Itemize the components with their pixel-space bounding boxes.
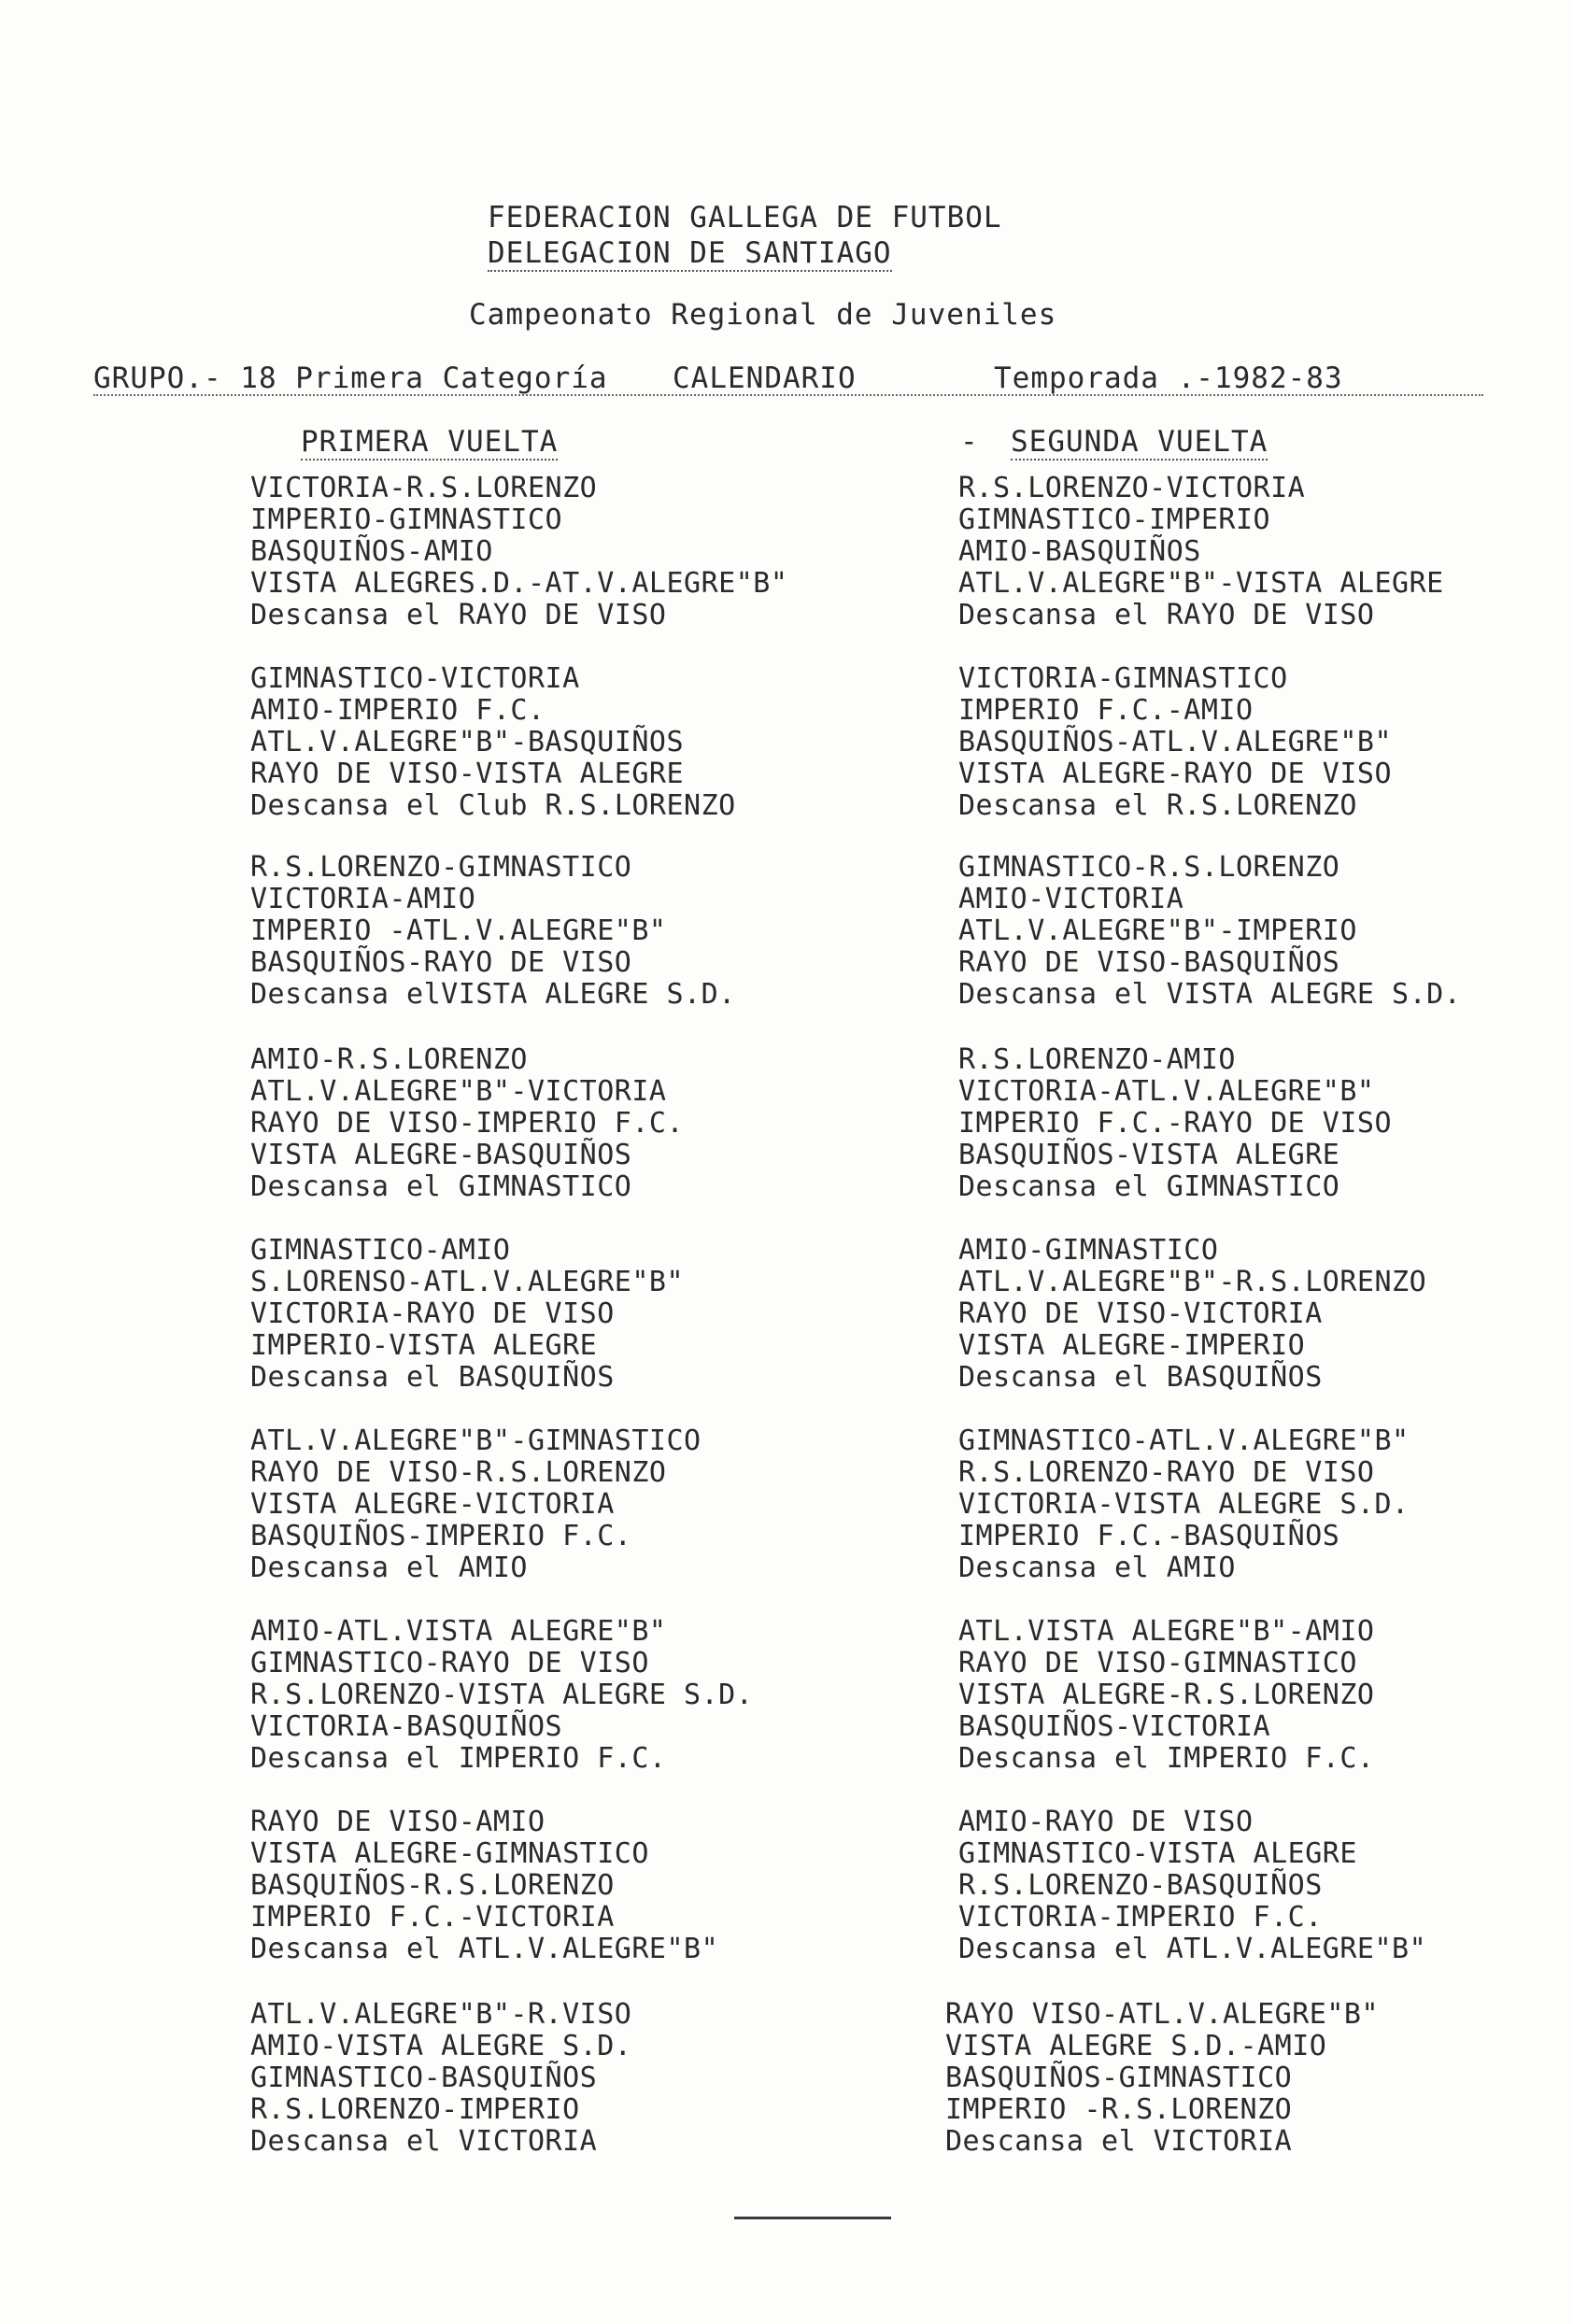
first-leg-title: PRIMERA VUELTA — [301, 425, 559, 459]
match-line: IMPERIO F.C.-AMIO — [958, 694, 1254, 727]
match-line: GIMNASTICO-R.S.LORENZO — [958, 851, 1340, 884]
first-leg-round — [250, 1044, 684, 1203]
match-line: R.S.LORENZO-AMIO — [958, 1043, 1236, 1076]
match-line: ATL.V.ALEGRE"B"-VICTORIA — [250, 1075, 667, 1108]
bottom-rule — [734, 2217, 891, 2219]
match-line: ATL.V.ALEGRE"B"-VISTA ALEGRE — [958, 567, 1444, 600]
match-line: RAYO DE VISO-VISTA ALEGRE — [250, 758, 685, 790]
rest-line: Descansa el GIMNASTICO — [250, 1170, 632, 1203]
first-leg-round — [250, 1999, 631, 2158]
match-line: VISTA ALEGRE-R.S.LORENZO — [958, 1679, 1375, 1711]
match-line: IMPERIO F.C.-VICTORIA — [250, 1901, 615, 1934]
delegation-title: DELEGACION DE SANTIAGO — [488, 236, 892, 270]
match-line: AMIO-RAYO DE VISO — [958, 1806, 1254, 1838]
calendar-label: CALENDARIO — [673, 361, 857, 395]
rest-line: Descansa el ATL.V.ALEGRE"B" — [250, 1933, 719, 1965]
second-leg-round — [958, 1807, 1426, 1965]
match-line: GIMNASTICO-ATL.V.ALEGRE"B" — [958, 1424, 1410, 1457]
match-line: GIMNASTICO-AMIO — [250, 1234, 511, 1267]
match-line: AMIO-IMPERIO F.C. — [250, 694, 546, 727]
match-line: IMPERIO-VISTA ALEGRE — [250, 1329, 598, 1362]
match-line: RAYO DE VISO-GIMNASTICO — [958, 1647, 1357, 1679]
federation-title: FEDERACION GALLEGA DE FUTBOL — [488, 201, 1002, 234]
match-line: ATL.V.ALEGRE"B"-R.S.LORENZO — [958, 1266, 1427, 1298]
rest-line: Descansa el RAYO DE VISO — [250, 599, 667, 631]
match-line: AMIO-VISTA ALEGRE S.D. — [250, 2030, 632, 2062]
match-line: IMPERIO -ATL.V.ALEGRE"B" — [250, 914, 667, 947]
match-line: VICTORIA-AMIO — [250, 883, 476, 915]
rest-line: Descansa el GIMNASTICO — [958, 1170, 1340, 1203]
match-line: ATL.V.ALEGRE"B"-GIMNASTICO — [250, 1424, 701, 1457]
second-leg-round — [958, 663, 1392, 822]
second-leg-round — [945, 1999, 1379, 2158]
match-line: RAYO DE VISO-BASQUIÑOS — [958, 946, 1340, 979]
rest-line: Descansa el VICTORIA — [945, 2125, 1293, 2158]
second-leg-round — [958, 473, 1444, 631]
match-line: RAYO DE VISO-R.S.LORENZO — [250, 1456, 667, 1489]
match-line: VISTA ALEGRE S.D.-AMIO — [945, 2030, 1327, 2062]
match-line: VICTORIA-ATL.V.ALEGRE"B" — [958, 1075, 1375, 1108]
match-line: BASQUIÑOS-R.S.LORENZO — [250, 1869, 615, 1902]
match-line: IMPERIO -R.S.LORENZO — [945, 2093, 1293, 2126]
match-line: VISTA ALEGRE-VICTORIA — [250, 1488, 615, 1521]
first-leg-round — [250, 1235, 684, 1394]
rest-line: Descansa el AMIO — [958, 1552, 1236, 1584]
match-line: R.S.LORENZO-IMPERIO — [250, 2093, 580, 2126]
rest-line: Descansa el Club R.S.LORENZO — [250, 789, 736, 822]
match-line: VISTA ALEGRES.D.-AT.V.ALEGRE"B" — [250, 567, 788, 600]
match-line: VISTA ALEGRE-RAYO DE VISO — [958, 758, 1393, 790]
match-line: VICTORIA-VISTA ALEGRE S.D. — [958, 1488, 1410, 1521]
match-line: BASQUIÑOS-IMPERIO F.C. — [250, 1520, 632, 1552]
match-line: BASQUIÑOS-GIMNASTICO — [945, 2062, 1293, 2094]
rest-line: Descansa el BASQUIÑOS — [958, 1361, 1323, 1394]
header-rule — [93, 394, 1483, 396]
second-leg-round — [958, 1425, 1410, 1584]
rest-line: Descansa el RAYO DE VISO — [958, 599, 1375, 631]
second-leg-title: SEGUNDA VUELTA — [1011, 425, 1268, 459]
championship-title: Campeonato Regional de Juveniles — [469, 298, 1057, 332]
match-line: R.S.LORENZO-VISTA ALEGRE S.D. — [250, 1679, 754, 1711]
match-line: ATL.V.ALEGRE"B"-BASQUIÑOS — [250, 726, 685, 758]
rest-line: Descansa elVISTA ALEGRE S.D. — [250, 978, 736, 1011]
match-line: BASQUIÑOS-VISTA ALEGRE — [958, 1139, 1340, 1171]
match-line: GIMNASTICO-VISTA ALEGRE — [958, 1837, 1357, 1870]
match-line: BASQUIÑOS-VICTORIA — [958, 1710, 1271, 1743]
match-line: VISTA ALEGRE-IMPERIO — [958, 1329, 1306, 1362]
second-leg-dash: - — [960, 425, 979, 459]
match-line: IMPERIO-GIMNASTICO — [250, 503, 563, 536]
rest-line: Descansa el VICTORIA — [250, 2125, 598, 2158]
match-line: R.S.LORENZO-BASQUIÑOS — [958, 1869, 1323, 1902]
match-line: BASQUIÑOS-ATL.V.ALEGRE"B" — [958, 726, 1393, 758]
rest-line: Descansa el IMPERIO F.C. — [958, 1742, 1375, 1775]
match-line: VISTA ALEGRE-BASQUIÑOS — [250, 1139, 632, 1171]
match-line: ATL.VISTA ALEGRE"B"-AMIO — [958, 1615, 1375, 1648]
match-line: ATL.V.ALEGRE"B"-IMPERIO — [958, 914, 1357, 947]
match-line: AMIO-ATL.VISTA ALEGRE"B" — [250, 1615, 667, 1648]
match-line: VICTORIA-BASQUIÑOS — [250, 1710, 563, 1743]
rest-line: Descansa el BASQUIÑOS — [250, 1361, 615, 1394]
match-line: AMIO-BASQUIÑOS — [958, 535, 1201, 568]
match-line: BASQUIÑOS-RAYO DE VISO — [250, 946, 632, 979]
match-line: RAYO DE VISO-IMPERIO F.C. — [250, 1107, 685, 1140]
match-line: GIMNASTICO-VICTORIA — [250, 662, 580, 695]
match-line: GIMNASTICO-RAYO DE VISO — [250, 1647, 649, 1679]
rest-line: Descansa el VISTA ALEGRE S.D. — [958, 978, 1462, 1011]
match-line: R.S.LORENZO-GIMNASTICO — [250, 851, 632, 884]
rest-line: Descansa el R.S.LORENZO — [958, 789, 1357, 822]
first-leg-round — [250, 1425, 701, 1584]
match-line: BASQUIÑOS-AMIO — [250, 535, 493, 568]
match-line: AMIO-VICTORIA — [958, 883, 1184, 915]
match-line: VICTORIA-IMPERIO F.C. — [958, 1901, 1323, 1934]
first-leg-round — [250, 663, 736, 822]
match-line: R.S.LORENZO-RAYO DE VISO — [958, 1456, 1375, 1489]
first-leg-round — [250, 852, 736, 1011]
rest-line: Descansa el AMIO — [250, 1552, 528, 1584]
first-leg-round — [250, 1807, 718, 1965]
first-leg-round — [250, 473, 787, 631]
match-line: RAYO VISO-ATL.V.ALEGRE"B" — [945, 1998, 1380, 2031]
match-line: VICTORIA-R.S.LORENZO — [250, 472, 598, 504]
match-line: IMPERIO F.C.-BASQUIÑOS — [958, 1520, 1340, 1552]
season-label: Temporada .-1982-83 — [994, 361, 1343, 395]
second-leg-round — [958, 1616, 1374, 1775]
match-line: IMPERIO F.C.-RAYO DE VISO — [958, 1107, 1393, 1140]
match-line: R.S.LORENZO-VICTORIA — [958, 472, 1306, 504]
group-label: GRUPO.- 18 Primera Categoría — [93, 361, 608, 395]
match-line: GIMNASTICO-IMPERIO — [958, 503, 1271, 536]
rest-line: Descansa el ATL.V.ALEGRE"B" — [958, 1933, 1427, 1965]
first-leg-round — [250, 1616, 753, 1775]
match-line: AMIO-GIMNASTICO — [958, 1234, 1219, 1267]
match-line: VICTORIA-RAYO DE VISO — [250, 1297, 615, 1330]
rest-line: Descansa el IMPERIO F.C. — [250, 1742, 667, 1775]
match-line: VISTA ALEGRE-GIMNASTICO — [250, 1837, 649, 1870]
match-line: S.LORENSO-ATL.V.ALEGRE"B" — [250, 1266, 685, 1298]
match-line: RAYO DE VISO-VICTORIA — [958, 1297, 1323, 1330]
match-line: RAYO DE VISO-AMIO — [250, 1806, 546, 1838]
match-line: GIMNASTICO-BASQUIÑOS — [250, 2062, 598, 2094]
second-leg-round — [958, 852, 1461, 1011]
second-leg-round — [958, 1235, 1426, 1394]
match-line: ATL.V.ALEGRE"B"-R.VISO — [250, 1998, 632, 2031]
second-leg-round — [958, 1044, 1392, 1203]
match-line: VICTORIA-GIMNASTICO — [958, 662, 1288, 695]
match-line: AMIO-R.S.LORENZO — [250, 1043, 528, 1076]
